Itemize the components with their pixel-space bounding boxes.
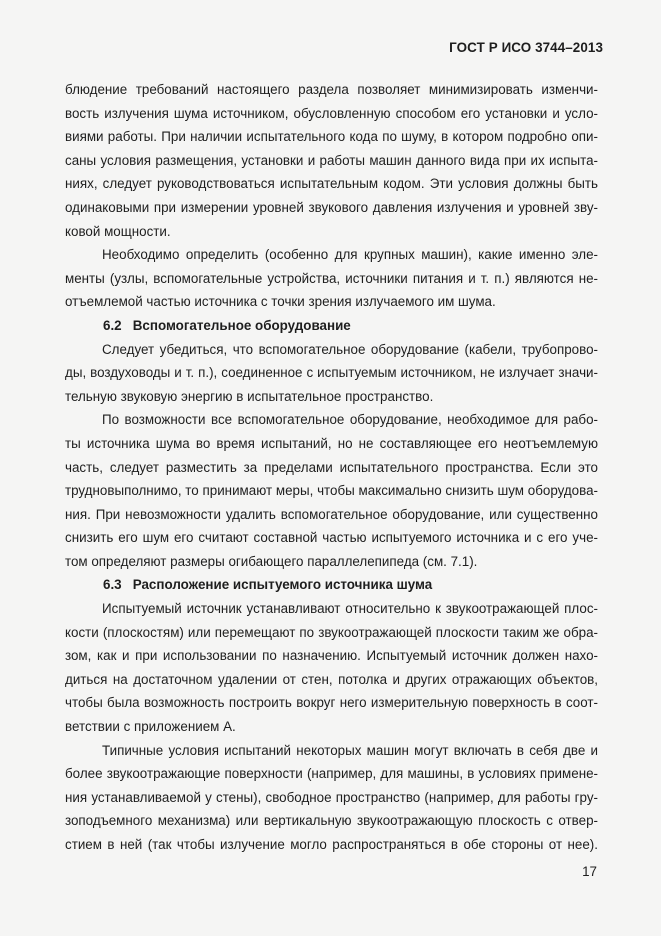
section-number: 6.3 xyxy=(103,577,122,593)
page-number: 17 xyxy=(582,864,597,879)
text-line: тельную звуковую энергию в испытательное пространство. xyxy=(65,388,434,404)
text-line: зоподъемного механизма) или вертикальную звукоотражающую плоскость с отвер- xyxy=(65,813,598,829)
section-title: Расположение испытуемого источника шума xyxy=(132,577,433,593)
text-line: Типичные условия испытаний некоторых машин могут включать в себя две и xyxy=(102,742,598,758)
text-line: ды, воздуховоды и т. п.), соединенное с испытуемым источником, не излучает значи- xyxy=(65,365,598,381)
text-line: Следует убедиться, что вспомогательное оборудование (кабели, трубопрово- xyxy=(102,341,598,357)
text-line: чтобы была возможность построить вокруг него измерительную поверхность в соот- xyxy=(65,695,598,711)
text-line: ковой мощности. xyxy=(65,223,171,239)
text-line: одинаковыми при измерении уровней звукового давления излучения и уровней зву- xyxy=(65,199,598,215)
text-line: более звукоотражающие поверхности (например, для машины, в условиях примене- xyxy=(65,766,598,782)
document-header: ГОСТ Р ИСО 3744–2013 xyxy=(449,40,603,55)
section-title: Вспомогательное оборудование xyxy=(132,317,351,333)
text-line: ветствии с приложением А. xyxy=(65,719,236,735)
text-line: саны условия размещения, установки и работы машин данного вида при их испыта- xyxy=(65,152,598,168)
section-heading-6-2 xyxy=(65,314,598,338)
document-body xyxy=(65,78,598,857)
text-line: ты источника шума во время испытаний, но не составляющее его неотъемлемую xyxy=(65,435,598,451)
paragraph-source-location xyxy=(65,597,598,739)
paragraph-components xyxy=(65,243,598,314)
text-line: вость излучения шума источником, обусловленную способом его установки и усло- xyxy=(65,105,598,121)
paragraph-auxiliary-check xyxy=(65,338,598,409)
text-line: ниях, следует руководствоваться испытательным кодом. Эти условия должны быть xyxy=(65,176,598,192)
text-line: виями работы. При наличии испытательного кода по шуму, в котором подробно опи- xyxy=(65,129,598,145)
text-line: зом, как и при использовании по назначению. Испытуемый источник должен нахо- xyxy=(65,648,598,664)
text-line: ния устанавливаемой у стены), свободное пространство (например, для работы гру- xyxy=(65,789,598,805)
text-line: Испытуемый источник устанавливают относительно к звукоотражающей плос- xyxy=(102,601,598,617)
text-line: отъемлемой частью источника с точки зрения излучаемого им шума. xyxy=(65,294,496,310)
text-line: снизить его шум его считают составной частью испытуемого источника и с его уче- xyxy=(65,530,598,546)
text-line: часть, следует разместить за пределами испытательного пространства. Если это xyxy=(65,459,598,475)
text-line: диться на достаточном удалении от стен, потолка и других отражающих объектов, xyxy=(65,671,598,687)
text-line: стием в ней (так чтобы излучение могло распространяться в обе стороны от нее). xyxy=(65,837,598,852)
paragraph-typical-conditions xyxy=(65,739,598,857)
text-line: том определяют размеры огибающего параллелепипеда (см. 7.1). xyxy=(65,553,478,569)
text-line: менты (узлы, вспомогательные устройства, источники питания и т. п.) являются не- xyxy=(65,270,598,286)
section-number: 6.2 xyxy=(103,317,122,333)
text-line: кости (плоскостям) или перемещают по звукоотражающей плоскости таким же обра- xyxy=(65,624,598,640)
paragraph-auxiliary-placement xyxy=(65,408,598,573)
text-line: Необходимо определить (особенно для крупных машин), какие именно эле- xyxy=(102,247,598,263)
paragraph-continuation xyxy=(65,78,598,243)
text-line: трудновыполнимо, то принимают меры, чтобы максимально снизить шум оборудова- xyxy=(65,483,598,499)
text-line: блюдение требований настоящего раздела позволяет минимизировать изменчи- xyxy=(65,82,598,97)
section-heading-6-3 xyxy=(65,573,598,597)
text-line: По возможности все вспомогательное оборудование, необходимое для рабо- xyxy=(102,412,598,428)
text-line: ния. При невозможности удалить вспомогательное оборудование, или существенно xyxy=(65,506,598,522)
